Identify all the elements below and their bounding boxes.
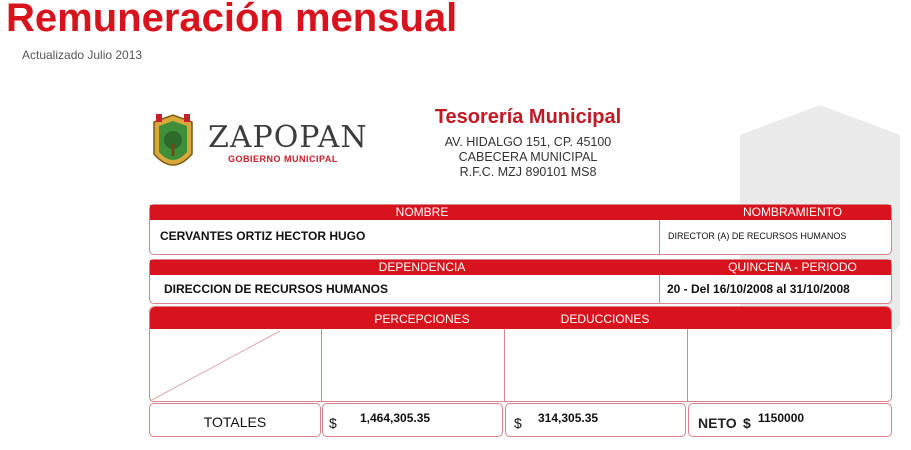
perceptions-currency: $ [329,415,337,431]
treasury-district: CABECERA MUNICIPAL [458,150,598,164]
net-pay-cell [688,403,892,437]
employee-name: CERVANTES ORTIZ HECTOR HUGO [160,229,366,243]
coat-of-arms-icon [150,112,196,176]
concepts-section [149,306,892,402]
department-value: DIRECCION DE RECURSOS HUMANOS [164,282,389,296]
total-deductions-value: 314,305.35 [538,411,599,425]
page-title: Remuneración mensual [6,0,458,40]
totals-label-cell [149,403,321,437]
deductions-currency: $ [514,415,522,431]
zapopan-logo [150,112,368,178]
neto-currency: $ [743,415,751,431]
treasury-title: Tesorería Municipal [434,106,622,128]
treasury-header [400,106,656,180]
nombre-section [149,204,892,255]
updated-date: Actualizado Julio 2013 [22,48,143,62]
treasury-address: AV. HIDALGO 151, CP. 45100 [444,135,612,149]
net-pay-value: 1150000 [758,411,805,425]
nombre-label: NOMBRE [395,205,449,219]
logo-wordmark: ZAPOPAN [208,120,368,155]
dependencia-section [149,259,892,304]
period-value: 20 - Del 16/10/2008 al 31/10/2008 [667,282,850,296]
total-perceptions-value: 1,464,305.35 [360,411,431,425]
deducciones-label: DEDUCCIONES [560,312,650,326]
percepciones-label: PERCEPCIONES [374,312,470,326]
logo-subtitle: GOBIERNO MUNICIPAL [228,154,338,164]
totales-label: TOTALES [203,414,267,430]
total-deductions-cell [505,403,686,437]
appointment-value: DIRECTOR (A) DE RECURSOS HUMANOS [668,231,847,241]
treasury-rfc: R.F.C. MZJ 890101 MS8 [459,165,597,179]
quincena-label: QUINCENA - PERIODO [728,260,857,274]
neto-label: NETO [698,415,737,431]
nombramiento-label: NOMBRAMIENTO [742,205,843,219]
dependencia-label: DEPENDENCIA [378,260,466,274]
empty-cell-slash [150,329,321,402]
total-perceptions-cell [322,403,503,437]
